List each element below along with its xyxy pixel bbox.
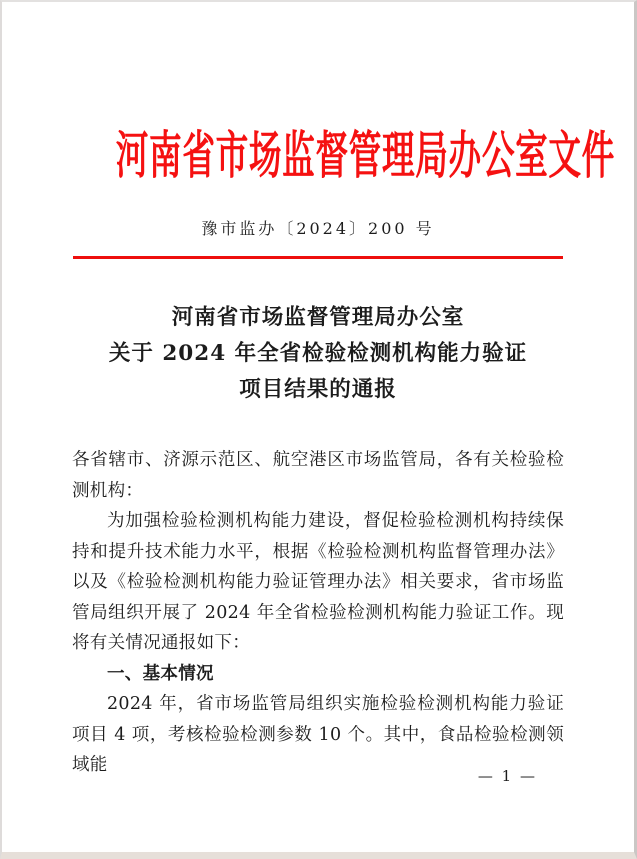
paragraph-2: 2024 年，省市场监管局组织实施检验检测机构能力验证项目 4 项，考核检验检测参数 10 个。其中，食品检验检测领域能 [72, 694, 564, 775]
document-title-line-1: 河南省市场监督管理局办公室 [171, 305, 465, 330]
masthead-title: 河南省市场监督管理局办公室文件 [115, 126, 615, 186]
document-body [72, 445, 564, 781]
red-divider-line [73, 256, 563, 259]
document-title-line-2: 关于 2024 年全省检验检测机构能力验证 [108, 341, 528, 366]
page-number: — 1 — [477, 767, 537, 785]
section-heading-1: 一、基本情况 [107, 663, 214, 684]
paragraph-1: 为加强检验检测机构能力建设，督促检验检测机构持续保持和提升技术能力水平，根据《检验检测机构监督管理办法》以及《检验检测机构能力验证管理办法》相关要求，省市场监管局组织开展了 2024 年全省检验检测机构能力验证工作。现将有关情况通报如下： [72, 511, 564, 653]
document-title [2, 300, 634, 408]
salutation-line: 各省辖市、济源示范区、航空港区市场监管局，各有关检验检测机构： [72, 450, 564, 501]
document-title-line-3: 项目结果的通报 [239, 377, 397, 402]
document-number: 豫市监办〔2024〕200 号 [201, 219, 435, 238]
